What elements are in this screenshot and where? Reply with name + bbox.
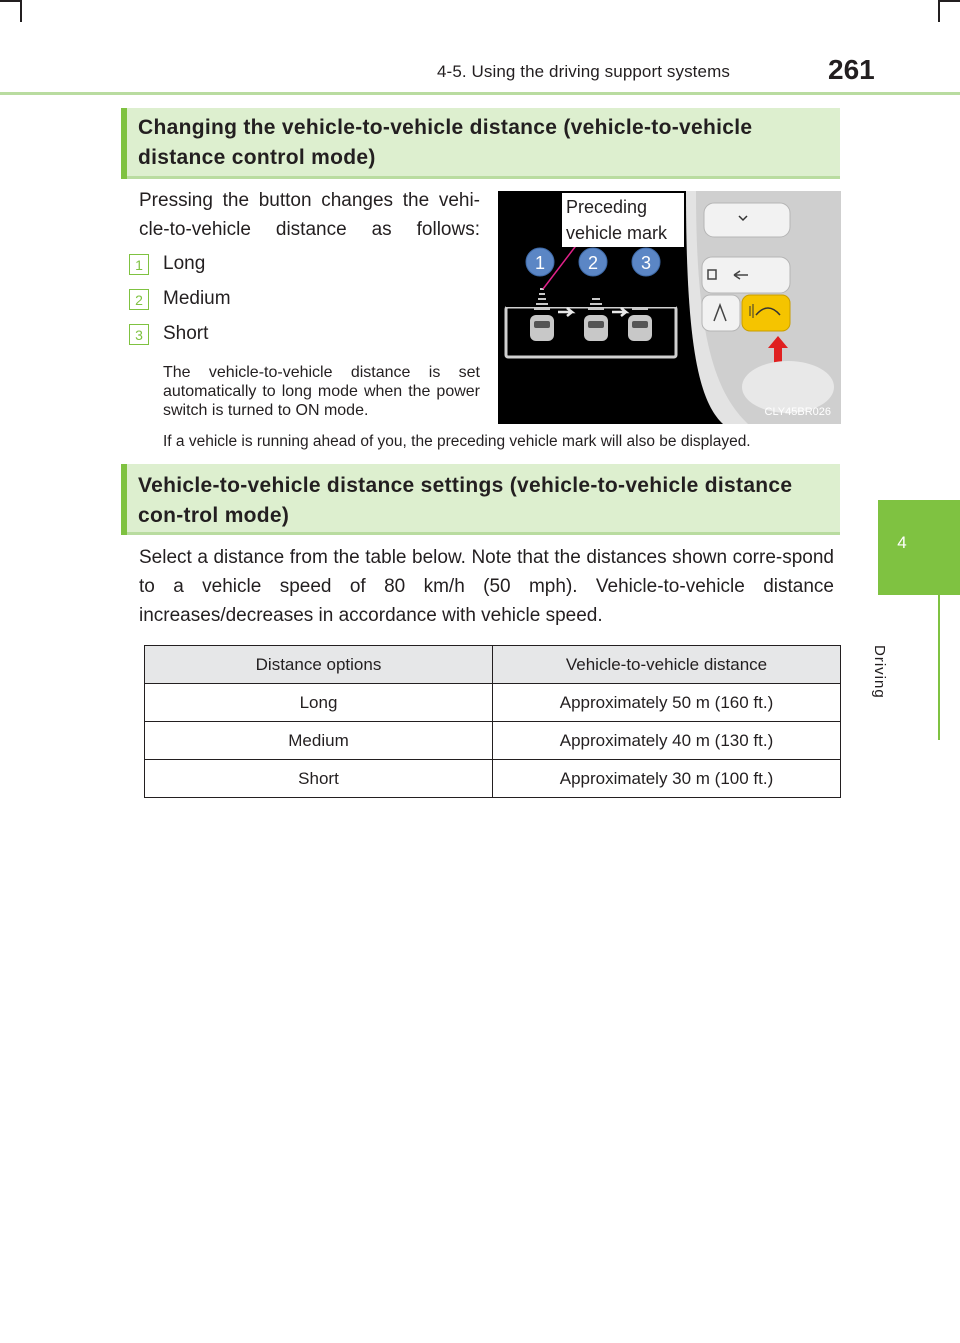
option-label-medium: Medium (163, 288, 231, 309)
page-number: 261 (828, 54, 875, 85)
section-heading-text: Vehicle-to-vehicle distance settings (vehicle-to-vehicle distance con-trol mode) (138, 474, 793, 527)
chapter-number: 4 (897, 533, 907, 552)
marker-3: 3 (640, 253, 652, 273)
table-header-row (145, 646, 841, 684)
table-cell: Medium (145, 722, 493, 760)
marker-2: 2 (587, 253, 599, 273)
crop-mark (938, 0, 960, 2)
table-header-cell: Vehicle-to-vehicle distance (493, 646, 841, 684)
note-auto-long-mode: The vehicle-to-vehicle distance is set automatically to long mode when the power switch is turned to ON mode. (163, 364, 480, 419)
table-header-cell: Distance options (145, 646, 493, 684)
settings-paragraph: Select a distance from the table below. Note that the distances shown corre-spond to a vehicle speed of 80 km/h (50 mph). Vehicle-to-vehicle distance increases/decreases in accordance with vehicle speed. (139, 547, 834, 626)
section-heading-distance-settings (121, 464, 840, 535)
option-label-long: Long (163, 253, 206, 274)
section-heading-changing-distance (121, 108, 840, 179)
figure-code: CLY45BR026 (764, 406, 831, 418)
table-cell: Long (145, 684, 493, 722)
table-row (145, 760, 841, 798)
option-number-badge: 1 (129, 254, 149, 275)
table-row (145, 722, 841, 760)
table-cell: Approximately 40 m (130 ft.) (493, 722, 841, 760)
table-row (145, 684, 841, 722)
chapter-tab (878, 500, 960, 595)
note-preceding-vehicle: If a vehicle is running ahead of you, the preceding vehicle mark will also be displayed. (163, 433, 751, 450)
option-label-short: Short (163, 323, 209, 344)
table-cell: Short (145, 760, 493, 798)
marker-1: 1 (534, 253, 546, 273)
distance-table (144, 645, 841, 798)
crop-mark (938, 0, 940, 22)
header-divider (0, 92, 960, 95)
table-cell: Approximately 50 m (160 ft.) (493, 684, 841, 722)
crop-mark (20, 0, 22, 22)
crop-mark (0, 0, 22, 2)
table-cell: Approximately 30 m (100 ft.) (493, 760, 841, 798)
section-heading-text: Changing the vehicle-to-vehicle distance (vehicle-to-vehicle distance control mode) (138, 116, 753, 169)
preceding-vehicle-mark-label: Preceding vehicle mark (562, 193, 684, 247)
illustration-distance-display (498, 191, 841, 424)
header-section-title: 4-5. Using the driving support systems (437, 62, 730, 81)
option-number-badge: 3 (129, 324, 149, 345)
option-number-badge: 2 (129, 289, 149, 310)
chapter-title: Driving (871, 645, 888, 699)
intro-paragraph: Pressing the button changes the vehi-cle-to-vehicle distance as follows: (139, 190, 480, 240)
